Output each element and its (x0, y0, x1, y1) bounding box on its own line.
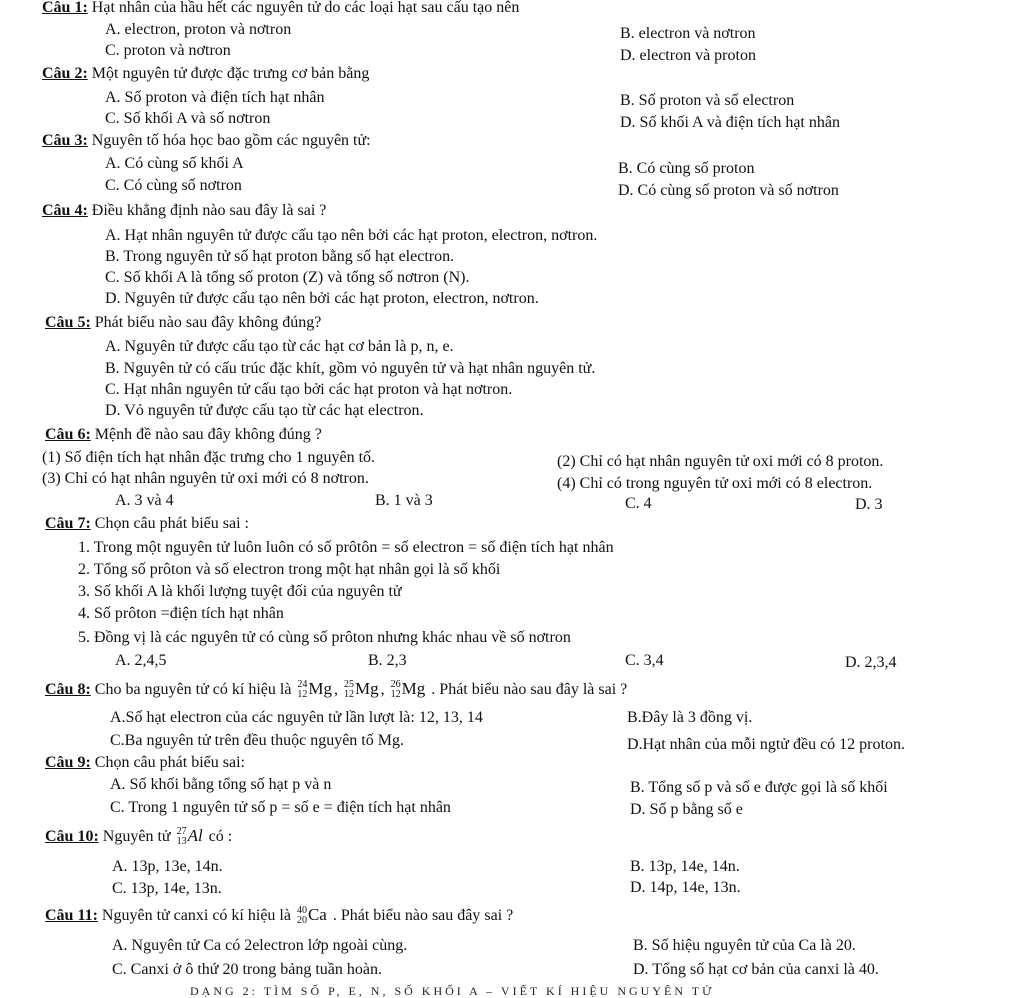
question-2 (42, 66, 369, 82)
question-number: Câu 9: (45, 754, 91, 771)
option-c: C. Số khối A và số nơtron (105, 110, 271, 127)
statement-2: 2. Tổng số prôton và số electron trong một hạt nhân gọi là số khối (78, 561, 501, 578)
option-a: A.Số hạt electron của các nguyên tử lần lượt là: 12, 13, 14 (110, 709, 483, 726)
question-text: Hạt nhân của hầu hết các nguyên tử do các loại hạt sau cấu tạo nên (91, 0, 520, 16)
question-5 (45, 315, 321, 331)
atomic-number: 20 (296, 915, 307, 927)
question-number: Câu 5: (45, 314, 91, 331)
question-text: Chọn câu phát biểu sai: (94, 754, 245, 771)
option-d: D. Vỏ nguyên tử được cấu tạo từ các hạt electron. (105, 402, 424, 419)
option-c: C. 13p, 14e, 13n. (112, 880, 222, 897)
mass-number: 40 (296, 905, 307, 917)
option-d: D. Tổng số hạt cơ bản của canxi là 40. (633, 961, 879, 978)
option-d: D.Hạt nhân của mỗi ngtử đều có 12 proton. (627, 736, 905, 753)
option-b: B.Đây là 3 đồng vị. (627, 709, 753, 726)
statement-2: (2) Chỉ có hạt nhân nguyên tử oxi mới có 8 proton. (557, 453, 884, 470)
nuclide-mg-25 (344, 680, 379, 700)
option-a: A. 3 và 4 (115, 492, 174, 509)
statement-1: (1) Số điện tích hạt nhân đặc trưng cho 1 nguyên tố. (42, 449, 376, 466)
option-d: D. Số khối A và điện tích hạt nhân (620, 114, 840, 131)
option-c: C. Số khối A là tổng số proton (Z) và tổng số nơtron (N). (105, 269, 470, 286)
element-symbol: Mg (308, 679, 333, 698)
mass-number: 27 (176, 826, 187, 838)
mass-number: 26 (390, 679, 401, 691)
option-a: A. electron, proton và nơtron (105, 21, 292, 38)
question-text: Nguyên tử (102, 827, 171, 845)
question-text: Mệnh đề nào sau đây không đúng ? (94, 426, 322, 443)
option-b: B. Có cùng số proton (618, 160, 755, 177)
option-c: C.Ba nguyên tử trên đều thuộc nguyên tố Mg. (110, 732, 404, 749)
atomic-number: 13 (176, 836, 187, 848)
question-text-end: . Phát biểu nào sau đây là sai ? (431, 680, 628, 698)
option-b: B. electron và nơtron (620, 25, 756, 42)
statement-5: 5. Đồng vị là các nguyên tử có cùng số prôton nhưng khác nhau về số nơtron (78, 629, 571, 646)
statement-3: (3) Chỉ có hạt nhân nguyên tử oxi mới có 8 nơtron. (42, 470, 369, 487)
question-text: Nguyên tử canxi có kí hiệu là (101, 906, 291, 924)
statement-4: (4) Chỉ có trong nguyên tử oxi mới có 8 electron. (557, 475, 873, 492)
question-text: Cho ba nguyên tử có kí hiệu là (94, 680, 292, 698)
question-1 (42, 0, 519, 16)
nuclide-mg-26 (391, 680, 426, 700)
mass-number: 24 (297, 679, 308, 691)
nuclide-ca-40 (297, 906, 327, 926)
option-d: D. Số p bằng số e (630, 801, 743, 818)
question-text: Chọn câu phát biểu sai : (94, 515, 249, 532)
option-a: A. Số khối bằng tổng số hạt p và n (110, 776, 332, 793)
statement-3: 3. Số khối A là khối lượng tuyệt đối của nguyên tử (78, 583, 402, 600)
option-c: C. Có cùng số nơtron (105, 177, 242, 194)
option-d: D. electron và proton (620, 47, 756, 64)
question-number: Câu 6: (45, 426, 91, 443)
question-text: Điều khẳng định nào sau đây là sai ? (91, 202, 327, 219)
option-a: A. Hạt nhân nguyên tử được cấu tạo nên bởi các hạt proton, electron, nơtron. (105, 227, 598, 244)
option-d: D. Nguyên tử được cấu tạo nên bởi các hạt proton, electron, nơtron. (105, 290, 539, 307)
option-b: B. Số proton và số electron (620, 92, 795, 109)
question-3 (42, 133, 371, 149)
question-number: Câu 4: (42, 202, 88, 219)
element-symbol: Mg (401, 679, 426, 698)
option-c: C. 3,4 (625, 652, 664, 669)
option-c: C. proton và nơtron (105, 42, 231, 59)
option-d: D. 14p, 14e, 13n. (630, 879, 741, 896)
option-a: A. Số proton và điện tích hạt nhân (105, 89, 325, 106)
option-b: B. Trong nguyên tử số hạt proton bằng số hạt electron. (105, 248, 455, 265)
option-a: A. 13p, 13e, 14n. (112, 858, 223, 875)
option-a: A. Nguyên tử Ca có 2electron lớp ngoài cùng. (112, 937, 408, 954)
statement-4: 4. Số prôton =điện tích hạt nhân (78, 605, 284, 622)
question-8: Câu 8: Cho ba nguyên tử có kí hiệu là 24 12 Mg , 25 12 Mg , 26 12 Mg . Phát biểu nào sau đây là sai ? (45, 679, 628, 701)
question-number: Câu 11: (45, 906, 98, 924)
option-a: A. Có cùng số khối A (105, 155, 244, 172)
question-text: Một nguyên tử được đặc trưng cơ bản bằng (91, 65, 370, 82)
option-b: B. 2,3 (368, 652, 407, 669)
option-a: A. 2,4,5 (115, 652, 167, 669)
nuclide-al-27 (177, 827, 203, 847)
option-c: C. Canxi ở ô thứ 20 trong bảng tuần hoàn. (112, 961, 382, 978)
question-number: Câu 7: (45, 515, 91, 532)
question-number: Câu 3: (42, 132, 88, 149)
question-6 (45, 427, 322, 443)
question-number: Câu 10: (45, 827, 99, 845)
mass-number: 25 (344, 679, 355, 691)
question-text-end: có : (208, 827, 233, 845)
question-7 (45, 516, 249, 532)
atomic-number: 12 (390, 689, 401, 701)
question-11 (45, 906, 513, 926)
question-number: Câu 8: (45, 680, 91, 698)
option-b: B. Nguyên tử có cấu trúc đặc khít, gồm vỏ nguyên tử và hạt nhân nguyên tử. (105, 360, 596, 377)
element-symbol: Mg (355, 679, 379, 698)
option-a: A. Nguyên tử được cấu tạo từ các hạt cơ bản là p, n, e. (105, 338, 454, 355)
option-d: D. 2,3,4 (845, 654, 897, 671)
element-symbol: Al (187, 826, 203, 845)
question-number: Câu 1: (42, 0, 88, 16)
option-d: D. 3 (855, 496, 883, 513)
option-c: C. Trong 1 nguyên tử số p = số e = điện tích hạt nhân (110, 799, 451, 816)
option-b: B. 1 và 3 (375, 492, 433, 509)
question-text-end: . Phát biểu nào sau đây sai ? (332, 906, 514, 924)
option-d: D. Có cùng số proton và số nơtron (618, 182, 839, 199)
statement-1: 1. Trong một nguyên tử luôn luôn có số prôtôn = số electron = số điện tích hạt nhân (78, 539, 614, 556)
option-b: B. Tổng số p và số e được gọi là số khối (630, 779, 888, 796)
element-symbol: Ca (307, 905, 327, 924)
question-10 (45, 827, 232, 847)
question-4 (42, 203, 326, 219)
question-number: Câu 2: (42, 65, 88, 82)
option-b: B. 13p, 14e, 14n. (630, 858, 740, 875)
atomic-number: 12 (344, 689, 355, 701)
question-text: Phát biểu nào sau đây không đúng? (94, 314, 322, 331)
option-b: B. Số hiệu nguyên tử của Ca là 20. (633, 937, 856, 954)
atomic-number: 12 (297, 689, 308, 701)
nuclide-mg-24 (297, 680, 332, 700)
question-9 (45, 755, 245, 771)
question-text: Nguyên tố hóa học bao gồm các nguyên tử: (91, 132, 371, 149)
option-c: C. Hạt nhân nguyên tử cấu tạo bởi các hạt proton và hạt nơtron. (105, 381, 513, 398)
option-c: C. 4 (625, 495, 652, 512)
section-heading-cut-off: DẠNG 2: TÌM SỐ P, E, N, SỐ KHỐI A – VIẾT KÍ HIỆU NGUYÊN TỬ (190, 984, 715, 998)
